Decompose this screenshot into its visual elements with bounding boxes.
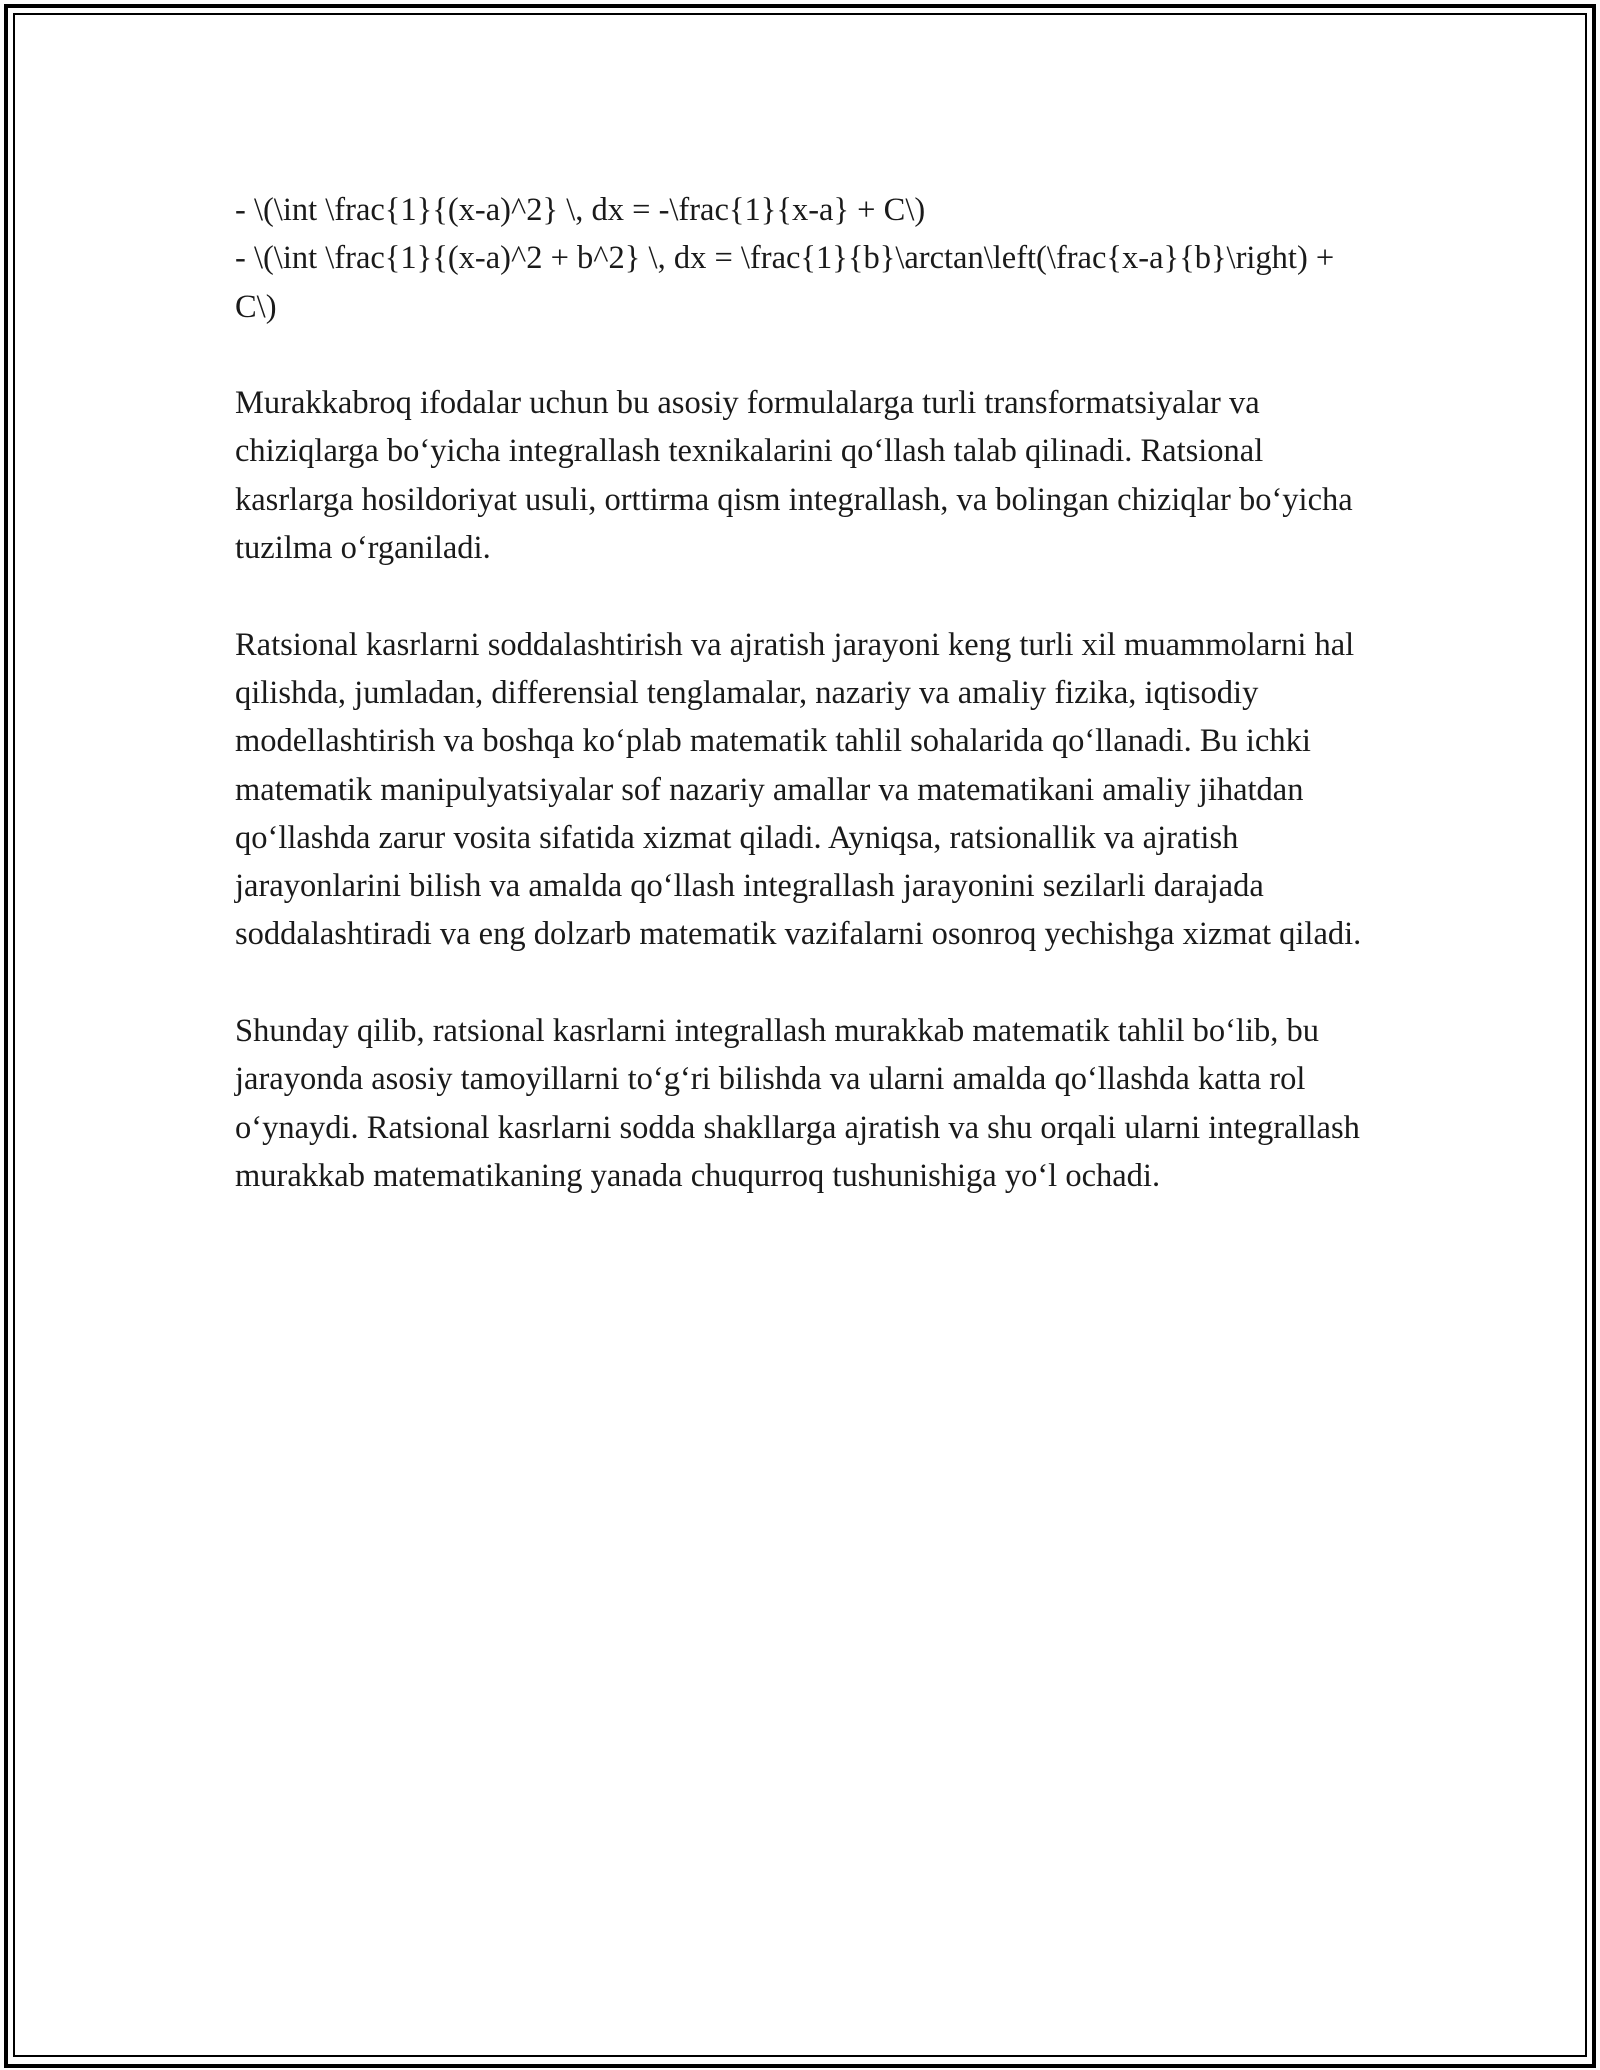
formula-line: - \(\int \frac{1}{(x-a)^2 + b^2} \, dx = \frac{1}{b}\arctan\left(\frac{x-a}{b}\right) + C\) xyxy=(235,240,1343,325)
paragraph: Ratsional kasrlarni soddalashtirish va ajratish jarayoni keng turli xil muammolarni hal qilishda, jumladan, differensial tenglamalar, nazariy va amaliy fizika, iqtisodiy modellashtirish va boshqa ko‘plab matematik tahlil sohalarida qo‘llanadi. Bu ichki matematik manipulyatsiyalar sof nazariy amallar va matematikani amaliy jihatdan qo‘llashda zarur vosita sifatida xizmat qiladi. Ayniqsa, ratsionallik va ajratish jarayonlarini bilish va amalda qo‘llash integrallash jarayonini sezilarli darajada soddalashtiradi va eng dolzarb matematik vazifalarni osonroq yechishga xizmat qiladi. xyxy=(235,626,1362,953)
paragraph: Murakkabroq ifodalar uchun bu asosiy formulalarga turli transformatsiyalar va chiziqlarga bo‘yicha integrallash texnikalarini qo‘llash talab qilinadi. Ratsional kasrlarga hosildoriyat usuli, orttirma qism integrallash, va bolingan chiziqlar bo‘yicha tuzilma o‘rganiladi. xyxy=(235,385,1353,567)
formula-line: - \(\int \frac{1}{(x-a)^2} \, dx = -\frac{1}{x-a} + C\) xyxy=(235,192,926,228)
paragraph-spacer xyxy=(235,959,1370,1007)
document-body xyxy=(235,186,1370,1200)
paragraph-spacer xyxy=(235,572,1370,620)
paragraph-spacer xyxy=(235,331,1370,379)
paragraph: Shunday qilib, ratsional kasrlarni integrallash murakkab matematik tahlil bo‘lib, bu jarayonda asosiy tamoyillarni to‘g‘ri bilishda va ularni amalda qo‘llashda katta rol o‘ynaydi. Ratsional kasrlarni sodda shakllarga ajratish va shu orqali ularni integrallash murakkab matematikaning yanada chuqurroq tushunishiga yo‘l ochadi. xyxy=(235,1013,1360,1194)
